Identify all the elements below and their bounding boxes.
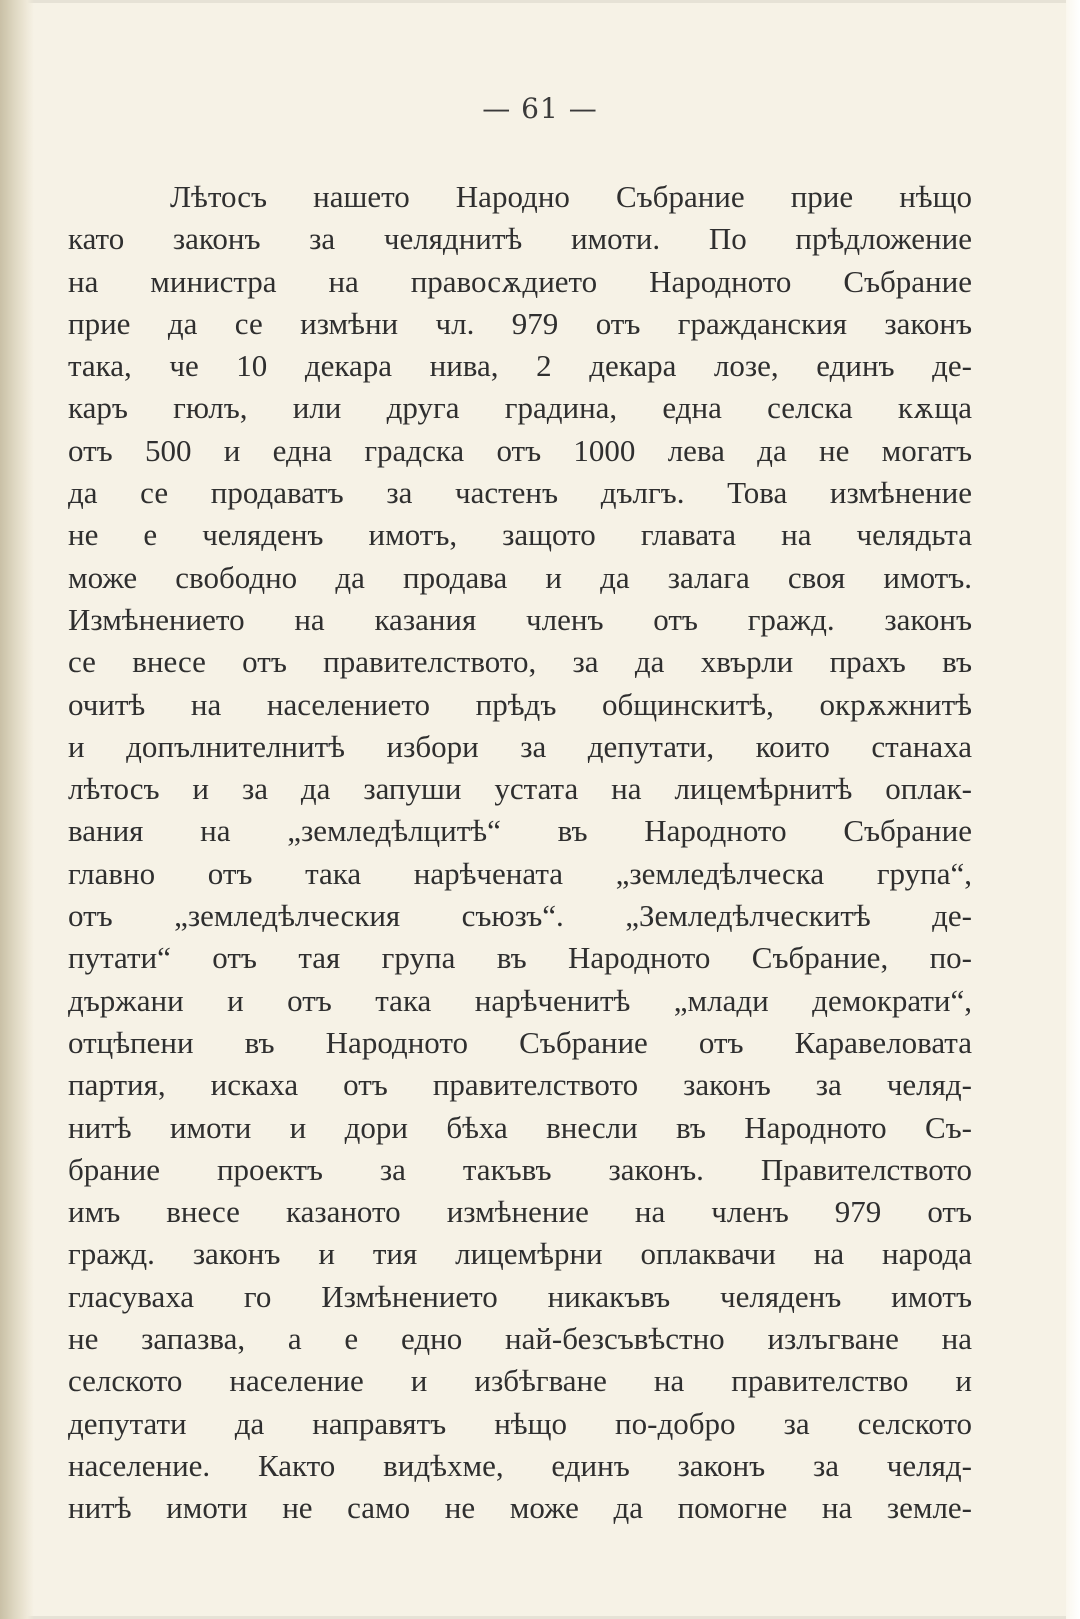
- text-line: прие да се измѣни чл. 979 отъ гражданския законъ: [68, 305, 972, 341]
- text-line: гласуваха го Измѣнението никакъвъ челяденъ имотъ: [68, 1278, 972, 1314]
- text-line: като законъ за челяднитѣ имоти. По прѣдложение: [68, 221, 972, 257]
- page-number: — 61 —: [482, 92, 598, 125]
- text-line: главно отъ така нарѣчената „земледѣлческа група“,: [68, 855, 972, 891]
- text-line: население. Както видѣхме, единъ законъ за челяд-: [68, 1447, 972, 1483]
- text-line: не запазва, а е едно най-безсъвѣстно излъгване на: [68, 1321, 972, 1357]
- text-line: нитѣ имоти и дори бѣха внесли въ Народното Съ-: [68, 1109, 972, 1145]
- text-line: отъ 500 и една градска отъ 1000 лева да не могатъ: [68, 432, 972, 468]
- text-line: партия, искаха отъ правителството законъ за челяд-: [68, 1067, 972, 1103]
- text-line: лѣтосъ и за да запуши устата на лицемѣрнитѣ оплак-: [68, 771, 972, 807]
- text-line: гражд. законъ и тия лицемѣрни оплаквачи на народа: [68, 1236, 972, 1272]
- text-line: депутати да направятъ нѣщо по-добро за селското: [68, 1405, 972, 1441]
- text-line: нитѣ имоти не само не може да помогне на земле-: [68, 1490, 972, 1526]
- text-line: каръ гюлъ, или друга градина, една селска кѫща: [68, 390, 972, 426]
- text-line: отъ „земледѣлческия съюзъ“. „Земледѣлческитѣ де-: [68, 898, 972, 934]
- text-line: държани и отъ така нарѣченитѣ „млади демократи“,: [68, 982, 972, 1018]
- text-line: да се продаватъ за частенъ дългъ. Това измѣнение: [68, 475, 972, 511]
- text-line: очитѣ на населението прѣдъ общинскитѣ, окрѫжнитѣ: [68, 686, 972, 722]
- text-line: се внесе отъ правителството, за да хвърли прахъ въ: [68, 644, 972, 680]
- text-line: може свободно да продава и да залага своя имотъ.: [68, 559, 972, 595]
- page-edge: [1066, 0, 1080, 1619]
- text-line: брание проектъ за такъвъ законъ. Правителството: [68, 1151, 972, 1187]
- body-text: [68, 176, 972, 1530]
- text-line: путати“ отъ тая група въ Народното Събрание, по-: [68, 940, 972, 976]
- text-line: и допълнителнитѣ избори за депутати, които станаха: [68, 728, 972, 764]
- text-line: така, че 10 декара нива, 2 декара лозе, единъ де-: [68, 348, 972, 384]
- text-line: не е челяденъ имотъ, защото главата на челядьта: [68, 517, 972, 553]
- text-line: Измѣнението на казания членъ отъ гражд. законъ: [68, 601, 972, 637]
- text-line: на министра на правосѫдието Народното Събрание: [68, 263, 972, 299]
- text-line: отцѣпени въ Народното Събрание отъ Каравеловата: [68, 1024, 972, 1060]
- text-line: селското население и избѣгване на правителство и: [68, 1363, 972, 1399]
- text-line: вания на „земледѣлцитѣ“ въ Народното Събрание: [68, 813, 972, 849]
- page-binding-shadow: [0, 0, 34, 1619]
- text-line: имъ внесе казаното измѣнение на членъ 979 отъ: [68, 1194, 972, 1230]
- text-line: Лѣтосъ нашето Народно Събрание прие нѣщо: [170, 179, 972, 214]
